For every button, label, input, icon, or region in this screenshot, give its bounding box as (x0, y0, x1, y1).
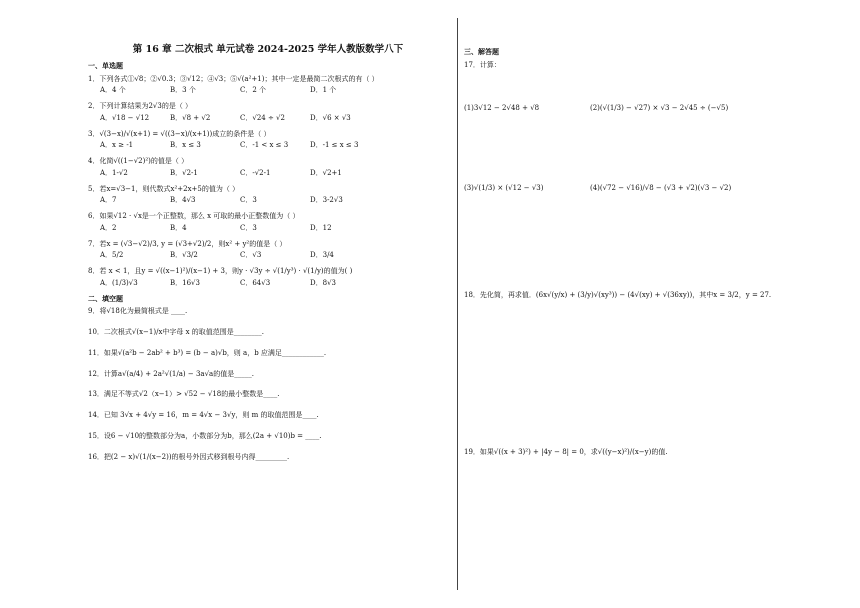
option-d: D．√6 × √3 (310, 113, 351, 122)
right-column (464, 44, 824, 456)
options-7 (100, 251, 448, 260)
question-12: 12．计算a√(a/4) + 2a²√(1/a) − 3a√a的值是_____. (88, 369, 254, 378)
option-a: A．√18 − √12 (100, 113, 150, 122)
question-7: 7．若x = (√3−√2)/3, y = (√3+√2)/2，则x² + y²的值是（ ） (88, 239, 287, 248)
question-13: 13．满足不等式√2（x−1）> √52 − √18的最小整数是____. (88, 390, 280, 399)
page-title: 第 16 章 二次根式 单元试卷 2024-2025 学年人教版数学八下 (132, 44, 404, 55)
option-a: A．x ≥ -1 (100, 141, 134, 150)
section-heading-fill: 二、填空题 (88, 293, 123, 303)
options-5 (100, 196, 448, 205)
option-c: C．64√3 (240, 278, 271, 287)
option-b: B．3 个 (170, 86, 196, 95)
options-1 (100, 86, 448, 95)
option-c: C．3 (240, 196, 257, 205)
mcq-list (88, 75, 448, 288)
question-9: 9．将√18化为最简根式是 ____. (88, 307, 188, 316)
section-heading-mcq: 一、单选题 (88, 60, 123, 70)
question-5: 5．若x=√3−1，则代数式x²+2x+5的值为（ ） (88, 184, 240, 193)
fill-list (88, 307, 448, 461)
option-d: D．-1 ≤ x ≤ 3 (310, 141, 359, 150)
option-b: B．√8 + √2 (170, 113, 211, 122)
question-4: 4．化简√((1−√2)²)的值是（ ） (88, 157, 189, 166)
option-b: B．4√3 (170, 196, 196, 205)
question-2: 2．下列计算结果为2√3的是（ ） (88, 102, 193, 111)
question-14: 14．已知 3√x + 4√y = 16，m = 4√x − 3√y，则 m 的取值范围是____. (88, 411, 319, 420)
option-a: A．2 (100, 223, 117, 232)
option-c: C．3 (240, 223, 257, 232)
option-b: B．4 (170, 223, 187, 232)
option-b: B．√2-1 (170, 168, 198, 177)
calc-4: (4)(√72 − √16)/√8 − (√3 + √2)(√3 − √2) (590, 184, 732, 192)
option-c: C．√24 ÷ √2 (240, 113, 285, 122)
column-divider (457, 18, 458, 590)
option-d: D．3-2√3 (310, 196, 343, 205)
option-c: C．√3 (240, 251, 262, 260)
question-17: 17．计算： (464, 60, 501, 69)
option-d: D．√2+1 (310, 168, 342, 177)
calc-1: (1)3√12 − 2√48 + √8 (464, 104, 540, 112)
option-b: B．x ≤ 3 (170, 141, 201, 150)
question-10: 10．二次根式√(x−1)/x中字母 x 的取值范围是________. (88, 328, 265, 337)
question-1: 1．下列各式①√8；②√0.3；③√12；④√3；⑤√(a²+1)；其中一定是最简二次根式的有（ ） (88, 74, 379, 83)
option-a: A．5/2 (100, 251, 124, 260)
question-19: 19．如果√((x + 3)²) + |4y − 8| = 0，求√((y−x)²)/(x−y)的值. (464, 448, 668, 456)
options-3 (100, 141, 448, 150)
option-d: D．3/4 (310, 251, 334, 260)
option-c: C．-√2-1 (240, 168, 271, 177)
question-15: 15．设6 − √10的整数部分为a，小数部分为b，那么(2a + √10)b = ____. (88, 431, 322, 440)
calc-3: (3)√(1/3) × (√12 − √3) (464, 184, 544, 192)
question-18: 18．先化简，再求值．(6x√(y/x) + (3/y)√(xy³)) − (4√(xy) + √(36xy))，其中x = 3/2，y = 27. (464, 291, 772, 299)
option-a: A．7 (100, 196, 117, 205)
question-8: 8．若 x < 1，且y = √((x−1)²)/(x−1) + 3，则y · √3y ÷ √(1/y³) · √(1/y)的值为( ) (88, 267, 353, 276)
calc-2: (2)(√(1/3) − √27) × √3 − 2√45 ÷ (−√5) (590, 104, 729, 112)
left-column (88, 44, 448, 473)
options-2 (100, 114, 448, 123)
options-6 (100, 224, 448, 233)
option-b: B．√3/2 (170, 251, 198, 260)
option-b: B．16√3 (170, 278, 200, 287)
question-11: 11．如果√(a²b − 2ab² + b³) = (b − a)√b，则 a，b 应满足____________. (88, 348, 327, 357)
question-16: 16．把(2 − x)√(1/(x−2))的根号外因式移到根号内得_________. (88, 452, 290, 461)
option-d: D．1 个 (310, 86, 337, 95)
option-c: C．-1 < x ≤ 3 (240, 141, 289, 150)
option-a: A．4 个 (100, 86, 126, 95)
option-c: C．2 个 (240, 86, 267, 95)
option-d: D．12 (310, 223, 332, 232)
question-3: 3．√(3−x)/√(x+1) = √((3−x)/(x+1))成立的条件是（ ） (88, 129, 271, 138)
options-4 (100, 169, 448, 178)
section-heading-solve: 三、解答题 (464, 47, 499, 56)
options-8 (100, 279, 448, 288)
option-d: D．8√3 (310, 278, 336, 287)
question-6: 6．如果√12 · √x是一个正整数，那么 x 可取的最小正整数值为（ ） (88, 212, 300, 221)
option-a: A．1-√2 (100, 168, 128, 177)
option-a: A．(1/3)√3 (100, 278, 138, 287)
